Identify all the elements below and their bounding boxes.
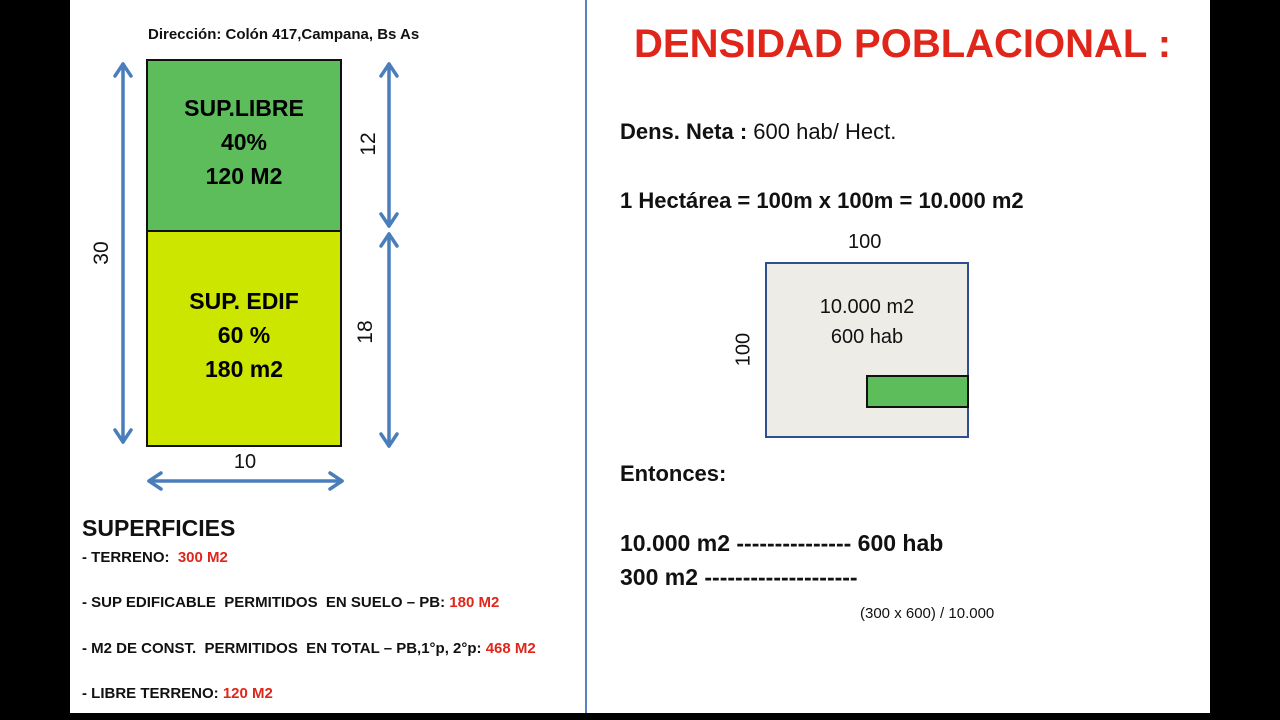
dimension-arrows	[70, 0, 590, 500]
dim-total-label: 30	[90, 241, 113, 265]
column-divider	[585, 0, 587, 713]
sup-libre-area: 120 M2	[205, 163, 283, 189]
sup-libre-title: SUP.LIBRE	[184, 95, 304, 121]
slide	[70, 0, 1210, 713]
item-label: - TERRENO:	[82, 549, 178, 566]
arrow-total-height	[115, 64, 131, 442]
sup-libre-pct: 40%	[220, 129, 268, 155]
item-value: 468 M2	[485, 640, 536, 657]
arrow-edif-height	[381, 234, 397, 446]
dim-edif-label: 18	[354, 320, 377, 344]
item-label: - LIBRE TERRENO:	[82, 685, 223, 702]
formula-text: (300 x 600) / 10.000	[860, 605, 995, 622]
square-area-text: 10.000 m2	[819, 296, 915, 318]
item-label: - M2 DE CONST. PERMITIDOS EN TOTAL – PB,1°p, 2°p:	[82, 640, 486, 657]
arrow-width	[149, 473, 342, 489]
dens-neta-value: 600 hab/ Hect.	[747, 119, 897, 144]
superficies-item	[82, 594, 499, 611]
superficies-item	[82, 640, 536, 657]
dens-neta-label: Dens. Neta :	[620, 119, 748, 144]
square-top-label: 100	[848, 231, 882, 253]
hectarea-line: 1 Hectárea = 100m x 100m = 10.000 m2	[620, 188, 1024, 213]
entonces-label: Entonces:	[620, 461, 727, 486]
rule-line-1: 10.000 m2 --------------- 600 hab	[620, 530, 944, 556]
sup-edif-area: 180 m2	[204, 356, 283, 382]
density-title: DENSIDAD POBLACIONAL :	[634, 22, 1172, 66]
item-label: - SUP EDIFICABLE PERMITIDOS EN SUELO – PB:	[82, 594, 450, 611]
plot-mark	[866, 375, 969, 408]
superficies-item	[82, 685, 273, 702]
square-hab-text: 600 hab	[830, 326, 904, 348]
dim-libre-label: 12	[357, 132, 380, 156]
dim-width-label: 10	[233, 451, 257, 473]
address-text: Dirección: Colón 417,Campana, Bs As	[148, 26, 420, 43]
square-side-label: 100	[732, 332, 755, 367]
sup-edif-pct: 60 %	[217, 322, 271, 348]
hectare-square	[765, 262, 969, 438]
item-value: 180 M2	[449, 594, 500, 611]
item-value: 300 M2	[177, 549, 228, 566]
dens-neta-line	[620, 119, 896, 145]
arrow-libre-height	[381, 64, 397, 226]
item-value: 120 M2	[222, 685, 273, 702]
rule-line-2: 300 m2 --------------------	[620, 564, 858, 590]
superficies-item	[82, 549, 228, 566]
sup-edif-title: SUP. EDIF	[189, 288, 299, 314]
superficies-heading: SUPERFICIES	[82, 515, 236, 541]
